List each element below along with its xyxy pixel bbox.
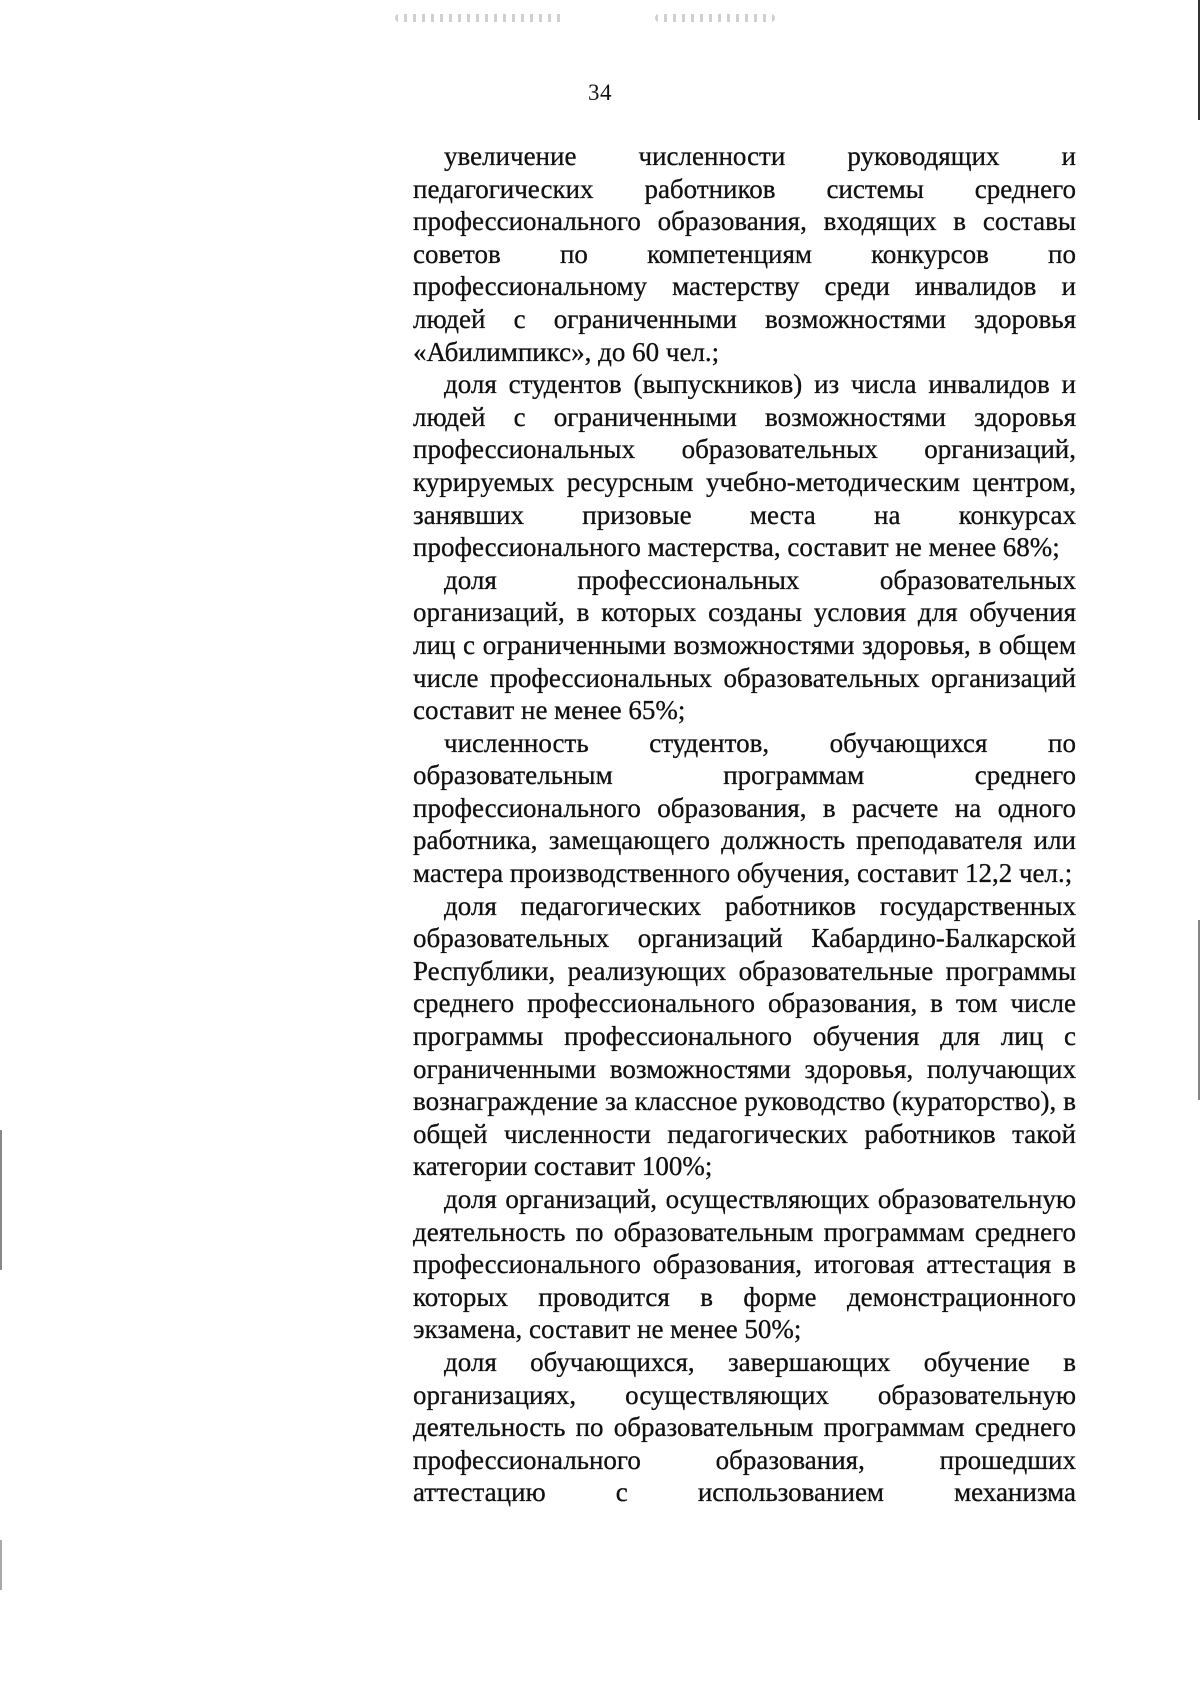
paragraph: доля организаций, осуществляющих образовательную деятельность по образовательным программам среднего профессионального образования, итоговая аттестация в которых проводится в форме демонстрационного экзамена, составит не менее 50%; [413,1184,1076,1345]
scan-noise-top-right [655,14,775,22]
document-body [413,140,1076,1509]
paragraph: доля студентов (выпускников) из числа инвалидов и людей с ограниченными возможностями здоровья профессиональных образовательных организаций, курируемых ресурсным учебно-методическим центром, занявших призовые места на конкурсах профессионального мастерства, составит не менее 68%; [413,369,1076,563]
paragraph: численность студентов, обучающихся по образовательным программам среднего профессионального образования, в расчете на одного работника, замещающего должность преподавателя или мастера производственного обучения, составит 12,2 чел.; [413,727,1076,889]
paragraph: увеличение численности руководящих и педагогических работников системы среднего профессионального образования, входящих в составы советов по компетенциям конкурсов по профессиональному мастерству среди инвалидов и людей с ограниченными возможностями здоровья «Абилимпикс», до 60 чел.; [413,141,1076,367]
paragraph: доля обучающихся, завершающих обучение в организациях, осуществляющих образовательную деятельность по образовательным программам среднего профессионального образования, прошедших аттестацию с использованием механизма [413,1346,1076,1508]
scan-noise-top-left [395,14,565,22]
page-number: 34 [588,80,612,105]
paragraph: доля профессиональных образовательных организаций, в которых созданы условия для обучения лиц с ограниченными возможностями здоровья, в общем числе профессиональных образовательных организаций составит не менее 65%; [413,564,1076,726]
page-edge-mark [0,1130,2,1270]
paragraph: доля педагогических работников государственных образовательных организаций Кабардино-Балкарской Республики, реализующих образовательные программы среднего профессионального образования, в том числе программы профессионального обучения для лиц с ограниченными возможностями здоровья, получающих вознаграждение за классное руководство (кураторство), в общей численности педагогических работников такой категории составит 100%; [413,890,1076,1182]
page-edge-mark [0,1540,2,1590]
